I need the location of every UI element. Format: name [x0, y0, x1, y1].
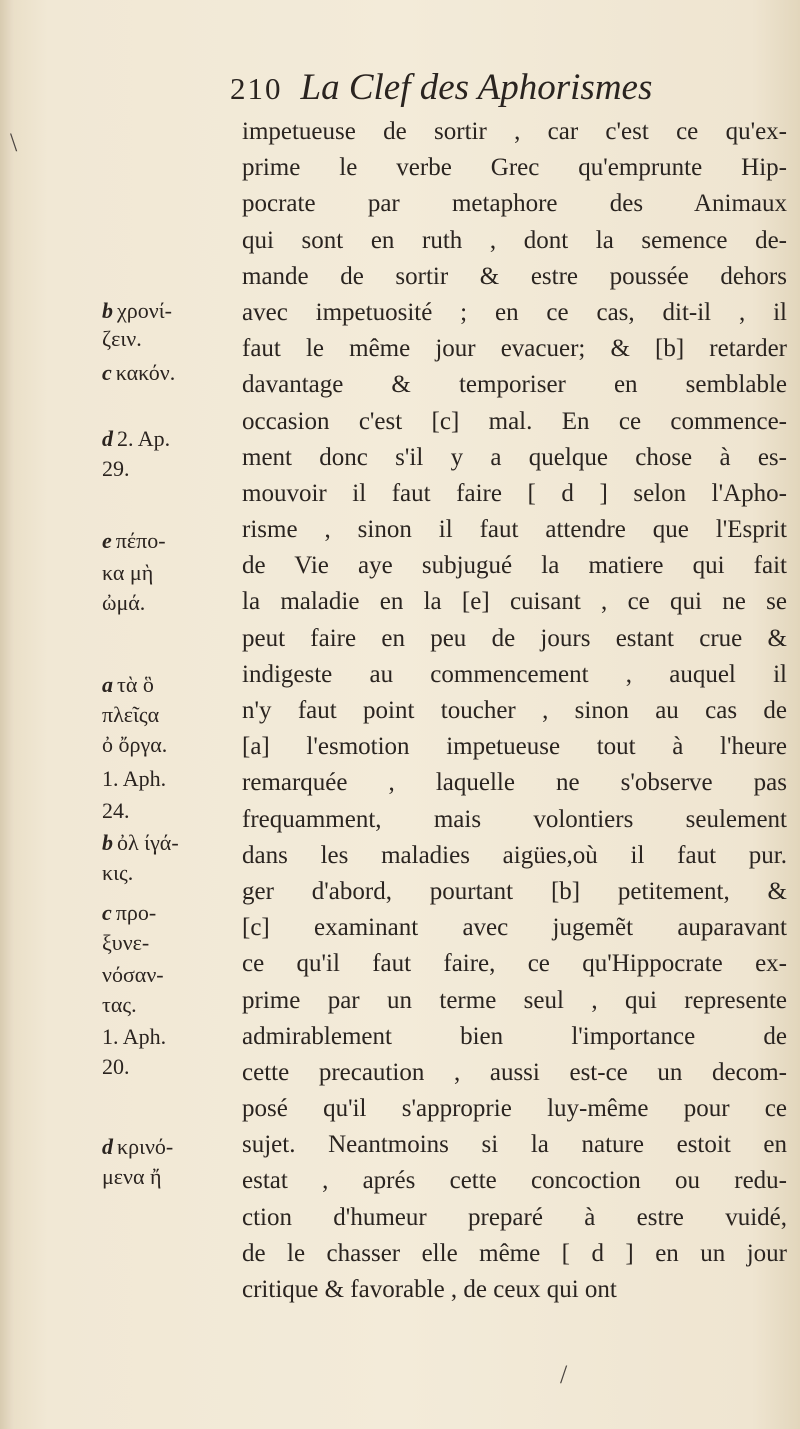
margin-mark: \	[10, 128, 18, 157]
margin-note	[102, 830, 179, 856]
margin-note	[102, 528, 166, 554]
body-text	[242, 114, 787, 1308]
margin-note	[102, 326, 142, 352]
note-text: κα μὴ	[102, 560, 154, 585]
note-key: b	[102, 298, 113, 323]
text-line: cette precaution , aussi est-ce un decom-	[242, 1058, 787, 1086]
text-line: prime le verbe Grec qu'emprunte Hip-	[242, 154, 787, 182]
text-line: [a] l'esmotion impetueuse tout à l'heure	[242, 733, 787, 761]
text-line: frequamment, mais volontiers seulement	[242, 805, 787, 833]
text-line: de Vie aye subjugué la matiere qui fait	[242, 552, 787, 580]
margin-note	[102, 900, 156, 926]
margin-note	[102, 360, 175, 386]
note-key: d	[102, 426, 113, 451]
margin-note	[102, 1054, 130, 1080]
note-text: ὀλ ίγά-	[117, 830, 179, 855]
text-line: avec impetuosité ; en ce cas, dit-il , il	[242, 298, 787, 326]
margin-note	[102, 456, 130, 482]
text-line: impetueuse de sortir , car c'est ce qu'ex-	[242, 118, 787, 145]
margin-note	[102, 672, 154, 698]
text-line: davantage & temporiser en semblable	[242, 371, 787, 399]
text-line: dans les maladies aigües,où il faut pur.	[242, 841, 787, 869]
note-text: χρονί-	[117, 298, 172, 323]
note-text: κρινό-	[117, 1134, 174, 1159]
note-text: νόσαν-	[102, 962, 164, 987]
text-line: n'y faut point toucher , sinon au cas de	[242, 697, 787, 724]
note-text: τὰ ὃ	[117, 672, 154, 697]
note-text: 20.	[102, 1054, 130, 1079]
margin-note	[102, 426, 170, 452]
note-key: c	[102, 900, 112, 925]
margin-note	[102, 860, 133, 886]
margin-note	[102, 1134, 173, 1160]
note-key: d	[102, 1134, 113, 1159]
text-line: mande de sortir & estre poussée dehors	[242, 262, 787, 290]
text-line: ce qu'il faut faire, ce qu'Hippocrate ex-	[242, 950, 787, 978]
page-number: 210	[230, 71, 283, 106]
margin-note	[102, 702, 159, 728]
margin-note	[102, 298, 172, 324]
margin-note	[102, 962, 164, 988]
text-line: indigeste au commencement , auquel il	[242, 660, 787, 688]
note-key: b	[102, 830, 113, 855]
note-text: πλεῖςα	[102, 702, 160, 727]
margin-note	[102, 732, 167, 758]
note-text: ξυνε-	[102, 930, 150, 955]
text-line: occasion c'est [c] mal. En ce commence-	[242, 407, 787, 435]
text-line: critique & favorable , de ceux qui ont	[242, 1276, 617, 1303]
note-text: τας.	[102, 992, 137, 1017]
text-line: la maladie en la [e] cuisant , ce qui ne se	[242, 588, 787, 616]
note-text: 1. Aph.	[102, 766, 167, 791]
text-line: faut le même jour evacuer; & [b] retarder	[242, 335, 787, 363]
margin-note	[102, 766, 166, 792]
text-line: qui sont en ruth , dont la semence de-	[242, 226, 787, 254]
running-title: La Clef des Aphorismes	[300, 67, 653, 108]
note-text: προ-	[115, 900, 157, 925]
text-line: peut faire en peu de jours estant crue &	[242, 624, 787, 652]
page-header	[230, 66, 770, 114]
margin-note	[102, 560, 153, 586]
text-line: ment donc s'il y a quelque chose à es-	[242, 443, 787, 471]
stray-mark: /	[560, 1360, 568, 1389]
text-line: posé qu'il s'approprie luy-même pour ce	[242, 1095, 787, 1123]
note-text: κις.	[102, 860, 134, 885]
text-line: [c] examinant avec jugemẽt auparavant	[242, 914, 787, 942]
margin-note	[102, 930, 149, 956]
note-text: ὀ ὄργα.	[102, 732, 168, 757]
note-text: 1. Aph.	[102, 1024, 167, 1049]
note-text: μενα ἤ	[102, 1164, 162, 1189]
text-line: ction d'humeur preparé à estre vuidé,	[242, 1203, 787, 1231]
note-text: ὠμά.	[102, 590, 146, 615]
text-line: mouvoir il faut faire [ d ] selon l'Apho-	[242, 479, 787, 507]
note-text: κακόν.	[115, 360, 176, 385]
note-key: e	[102, 528, 112, 553]
text-line: de le chasser elle même [ d ] en un jour	[242, 1239, 787, 1267]
page-edge	[0, 0, 14, 1429]
margin-note	[102, 992, 137, 1018]
text-line: ger d'abord, pourtant [b] petitement, &	[242, 877, 787, 905]
text-line: admirablement bien l'importance de	[242, 1022, 787, 1050]
note-text: ζειν.	[102, 326, 142, 351]
note-text: 24.	[102, 798, 130, 823]
margin-note	[102, 1164, 162, 1190]
text-line: sujet. Neantmoins si la nature estoit en	[242, 1131, 787, 1159]
note-text: 2. Ap.	[117, 426, 171, 451]
text-line: risme , sinon il faut attendre que l'Esprit	[242, 516, 787, 544]
margin-note	[102, 590, 145, 616]
margin-note	[102, 1024, 166, 1050]
text-line: prime par un terme seul , qui represente	[242, 986, 787, 1014]
text-line: pocrate par metaphore des Animaux	[242, 190, 787, 218]
note-key: c	[102, 360, 112, 385]
note-key: a	[102, 672, 113, 697]
text-line: estat , aprés cette concoction ou redu-	[242, 1167, 787, 1195]
margin-note	[102, 798, 130, 824]
note-text: 29.	[102, 456, 130, 481]
note-text: πέπο-	[115, 528, 166, 553]
text-line: remarquée , laquelle ne s'observe pas	[242, 769, 787, 797]
